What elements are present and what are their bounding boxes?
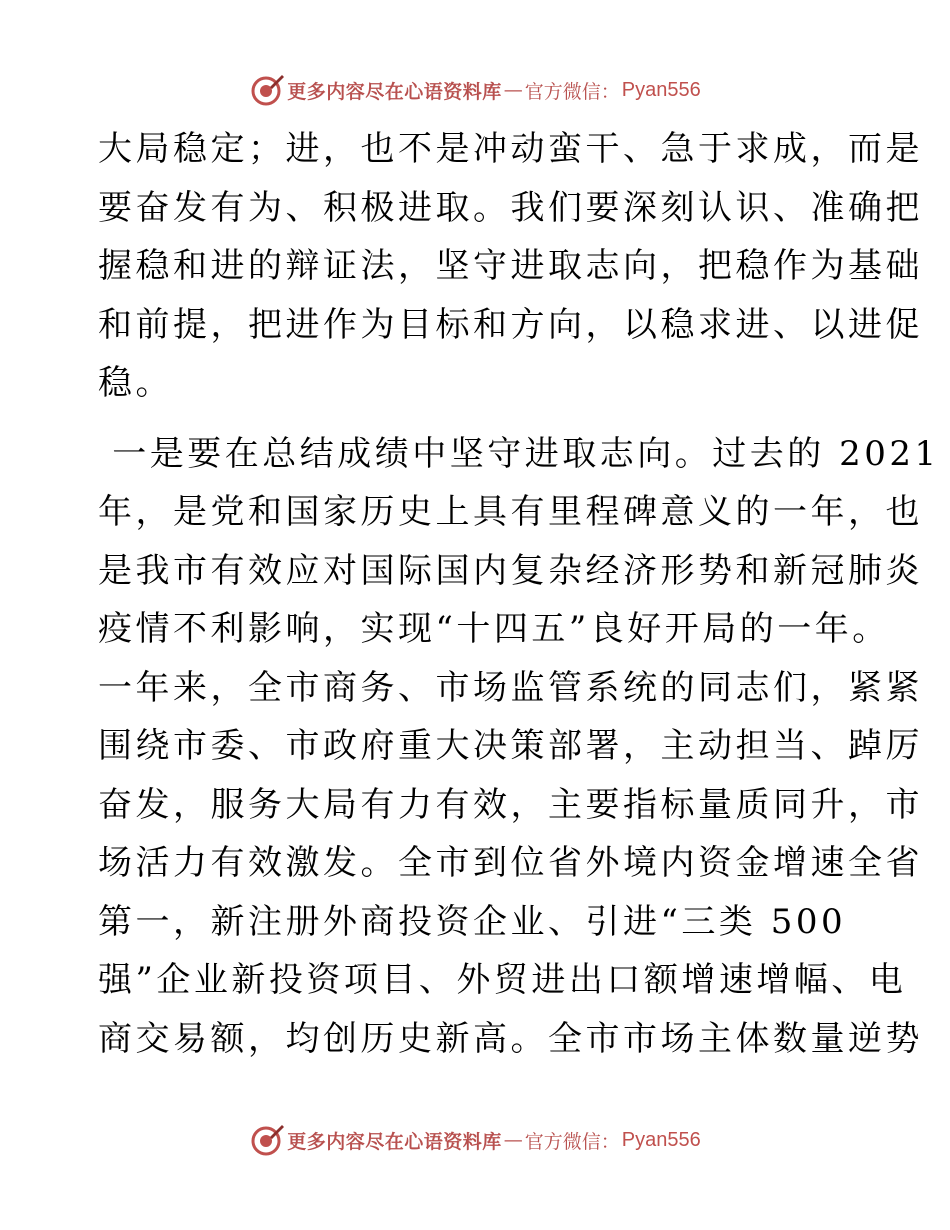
- text-line: 年，是党和国家历史上具有里程碑意义的一年，也: [98, 492, 923, 532]
- text-line: 握稳和进的辩证法，坚守进取志向，把稳作为基础: [98, 246, 923, 286]
- watermark-separator: —: [503, 1129, 523, 1151]
- text-line: 奋发，服务大局有力有效，主要指标量质同升，市: [98, 784, 923, 825]
- watermark-wechat-id: Pyan556: [621, 1128, 701, 1151]
- text-line: 要奋发有为、积极进取。我们要深刻认识、准确把: [98, 187, 923, 228]
- text-line: 场活力有效激发。全市到位省外境内资金增速全省: [98, 843, 923, 883]
- document-body: [98, 120, 940, 1068]
- pen-seal-icon: [249, 72, 285, 108]
- text-line: 大局稳定；进，也不是冲动蛮干、急于求成，而是: [98, 129, 923, 169]
- text-line: 稳。: [98, 363, 173, 403]
- footer-watermark: [0, 1120, 950, 1160]
- text-line: 强”企业新投资项目、外贸进出口额增速增幅、电: [98, 960, 907, 1000]
- watermark-label: 官方微信：: [524, 1130, 620, 1153]
- watermark-separator: —: [503, 79, 523, 101]
- watermark-label: 官方微信：: [524, 80, 620, 103]
- paragraph-2: [98, 425, 940, 1069]
- text-line: 一年来，全市商务、市场监管系统的同志们，紧紧: [98, 667, 923, 708]
- paragraph-gap: [98, 413, 858, 425]
- paragraph-1: [98, 120, 923, 413]
- watermark-wechat-id: Pyan556: [621, 78, 701, 101]
- text-line: 围绕市委、市政府重大决策部署，主动担当、踔厉: [98, 726, 923, 766]
- watermark-text: 更多内容尽在心语资料库: [287, 80, 502, 103]
- watermark-text: 更多内容尽在心语资料库: [287, 1130, 502, 1153]
- text-line: 第一，新注册外商投资企业、引进“三类 500: [98, 901, 847, 942]
- text-line: 商交易额，均创历史新高。全市市场主体数量逆势: [98, 1018, 923, 1059]
- pen-seal-icon: [249, 1122, 285, 1158]
- text-line: 一是要在总结成绩中坚守进取志向。过去的 2021: [98, 433, 940, 474]
- text-line: 疫情不利影响，实现“十四五”良好开局的一年。: [98, 609, 890, 649]
- header-watermark: [0, 70, 950, 110]
- text-line: 和前提，把进作为目标和方向，以稳求进、以进促: [98, 304, 923, 345]
- text-line: 是我市有效应对国际国内复杂经济形势和新冠肺炎: [98, 550, 923, 591]
